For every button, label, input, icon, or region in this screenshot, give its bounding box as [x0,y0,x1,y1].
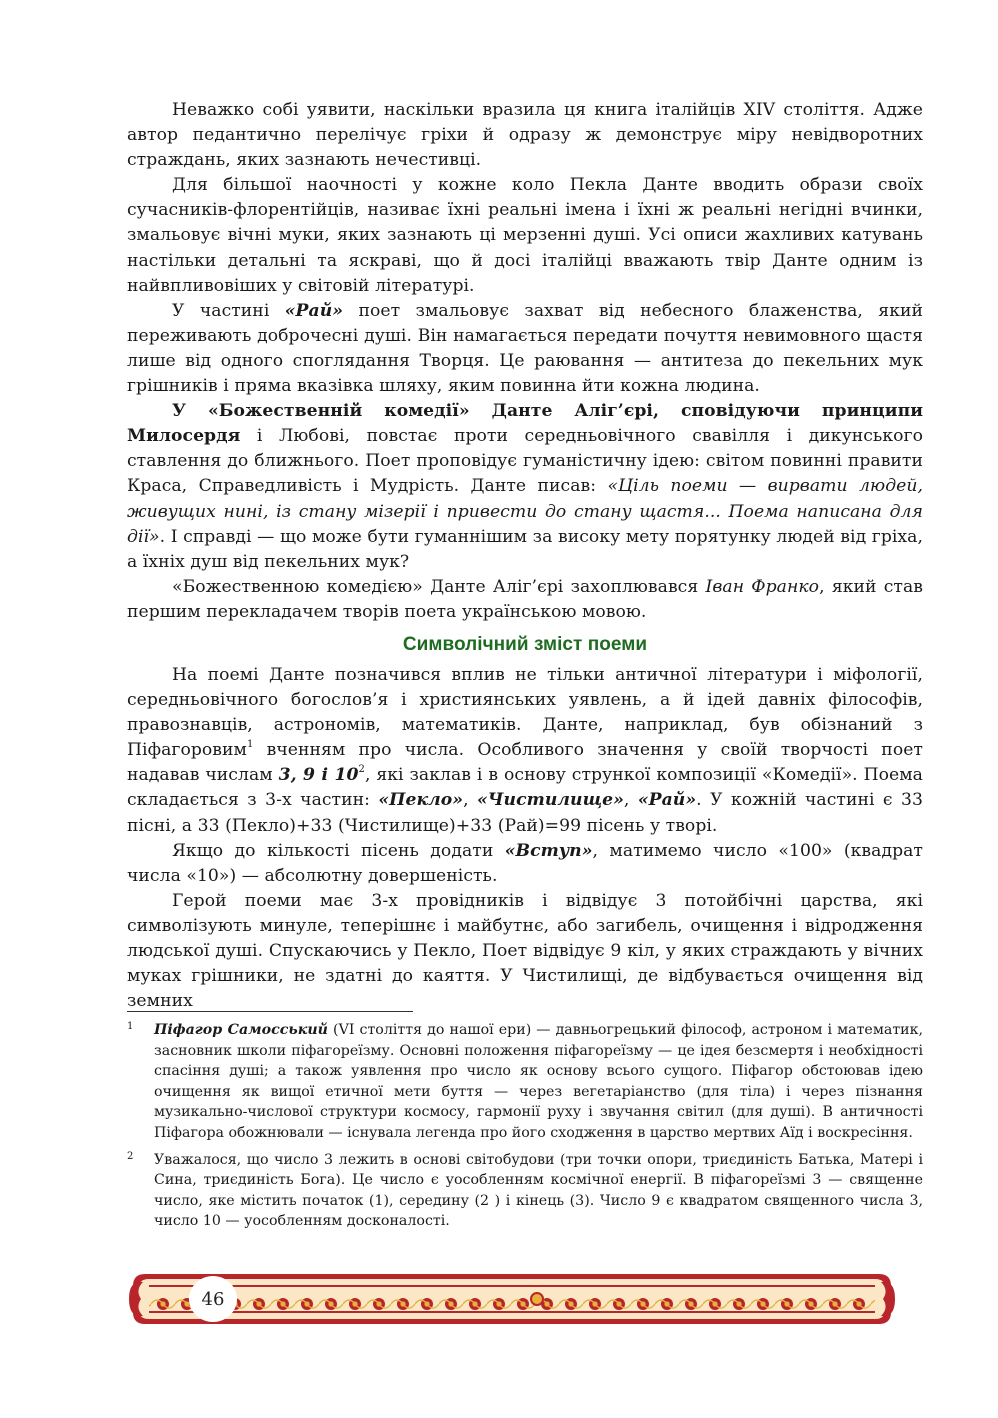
section-heading: Символічний зміст поеми [402,633,648,655]
footnote-ref-2[interactable]: 2 [358,763,365,775]
text-run: , [623,790,638,811]
text-run: , матимемо число «100» (квадрат числа «10») — абсолютну довершеність. [127,840,923,886]
text-run: вченням про числа. Особливого значення у своїй творчості поет надавав числам [127,740,923,786]
footnote-ref-1[interactable]: 1 [246,738,254,750]
emphasis-purgatory: «Чистилище» [477,790,624,811]
text-run: У частині [172,300,285,321]
footnote-2 [127,1150,923,1232]
footnote-1 [127,1020,923,1144]
text-run: . У кожній частині є 33 пісні, а 33 (Пекло)+33 (Чистилище)+33 (Рай)=99 пісень у творі. [127,790,924,836]
paragraph-3 [127,299,923,399]
bold-thesis: У «Божественній комедії» Данте Аліг’єрі, сповідуючи принципи Милосердя [127,401,923,447]
footnote-term: Піфагор Самосський [154,1022,328,1038]
footnote-text: Уважалося, що число 3 лежить в основі світобудови (три точки опори, триєдиність Батька, Матері і Сина, триєдиність Бога). Це число є уособленням космічної енергії. В піфагореїзмі 3 — священне число, яке містить початок (1), середину (2 ) і кінець (3). Число 9 є квадратом священного числа 3, число 10 — уособленням досконалості. [154,1151,923,1230]
text-run: , [463,790,478,811]
text-run: Якщо до кількості пісень додати [172,840,505,861]
footnote-divider [127,1011,413,1012]
ivan-franko: Іван Франко [705,576,820,597]
footnote-number: 2 [127,1150,134,1162]
paragraph-8: Герой поеми має 3-х провідників і відвідує 3 потойбічні царства, які символізують минуле, теперішнє і майбутнє, або загибель, очищення і відродження людської душі. Спускаючись у Пекло, Поет відвідує 9 кіл, у яких страждають у вічних муках грішники, не здатні до каяття. У Чистилищі, де відбувається очищення від земних [127,890,923,1012]
emphasis-introduction: «Вступ» [504,840,593,861]
page-number-text: 46 [201,1288,225,1310]
text-run: На поемі Данте позначився вплив не тільки античної літератури і міфології, середньовічного богослов’я і християнських уявлень, а й ідей давніх філософів, правознавців, астрономів, математиків. Данте, наприклад, був обізнаний з Піфагоровим [127,664,923,761]
ornamental-border [127,1268,897,1330]
text-run: поет змальовує захват від небесного блаженства, який переживають доброчесні душі. Він намагається передати почуття невимовного щастя лише від одного споглядання Творця. Це раювання — антитеза до пекельних мук грішників і пряма вказівка шляху, яким повинна йти кожна людина. [127,300,923,397]
footnote-text: (VI століття до нашої ери) — давньогрецький філософ, астроном і математик, засновник школи піфагореїзму. Основні положення піфагореїзму — це ідея безсмертя і необхідності спасіння душі; а також уявлення про число як основу всього сущого. Піфагор обстоював ідею очищення як вищої етичної мети буття — через вегетаріанство (для тіла) і через пізнання музикально-числової структури космосу, гармонії руху і звучання світил (для душі). В античності Піфагора обожнювали — існувала легенда про його сходження в царство мертвих Аїд і воскресіння. [154,1022,924,1141]
text-run: «Божественною комедією» Данте Аліг’єрі захоплювався [172,576,706,597]
center-medallion [531,1293,543,1305]
paragraph-2: Для більшої наочності у кожне коло Пекла Данте вводить образи своїх сучасників-флорентійців, називає їхні реальні імена і їхні ж реальні негідні вчинки, змальовує вічні муки, яких зазнають ці мерзенні душі. Усі описи жахливих катувань настільки детальні та яскраві, що й досі італійці вважають твір Данте одним із найвпливовіших у світовій літературі. [127,175,923,296]
footnotes [127,1020,923,1238]
band-line-top [149,1285,875,1287]
text-run: і Любові, повстає проти середньовічного свавілля і дикунського ставлення до ближнього. Поет проповідує гуманістичну ідею: світом повинні правити Краса, Справедливість і Мудрість. Данте писав: [127,426,923,497]
dante-quote: «Ціль поеми — вирвати людей, живущих нині, із стану мізерії і привести до стану щастя... Поема написана для дії» [127,476,923,547]
text-run: , які заклав і в основу стрункої композиції «Комедії». Поема складається з 3-х частин: [127,765,923,811]
text-run: , який став першим перекладачем творів поета українською мовою. [127,576,924,622]
emphasis-paradise: «Рай» [284,300,344,321]
paragraph-1: Неважко собі уявити, наскільки вразила ця книга італійців XIV століття. Адже автор педантично перелічує гріхи й одразу ж демонструє міру невідворотних страждань, яких зазнають нечестивці. [127,100,923,171]
paragraph-7 [127,839,923,889]
paragraph-6 [127,663,923,839]
numbers-emphasis: 3, 9 і 10 [278,765,359,786]
footnote-number: 1 [127,1021,134,1032]
page-number [189,1276,237,1322]
paragraph-4 [127,399,923,575]
band-line-bottom [149,1311,875,1313]
text-run: . І справді — що може бути гуманнішим за високу мету порятунку людей від гріха, а їхніх душ від пекельних мук? [127,526,923,572]
main-text [127,98,923,1014]
emphasis-hell: «Пекло» [378,790,464,811]
paragraph-5 [127,575,923,625]
motif-band [149,1287,875,1311]
emphasis-paradise: «Рай» [637,790,697,811]
